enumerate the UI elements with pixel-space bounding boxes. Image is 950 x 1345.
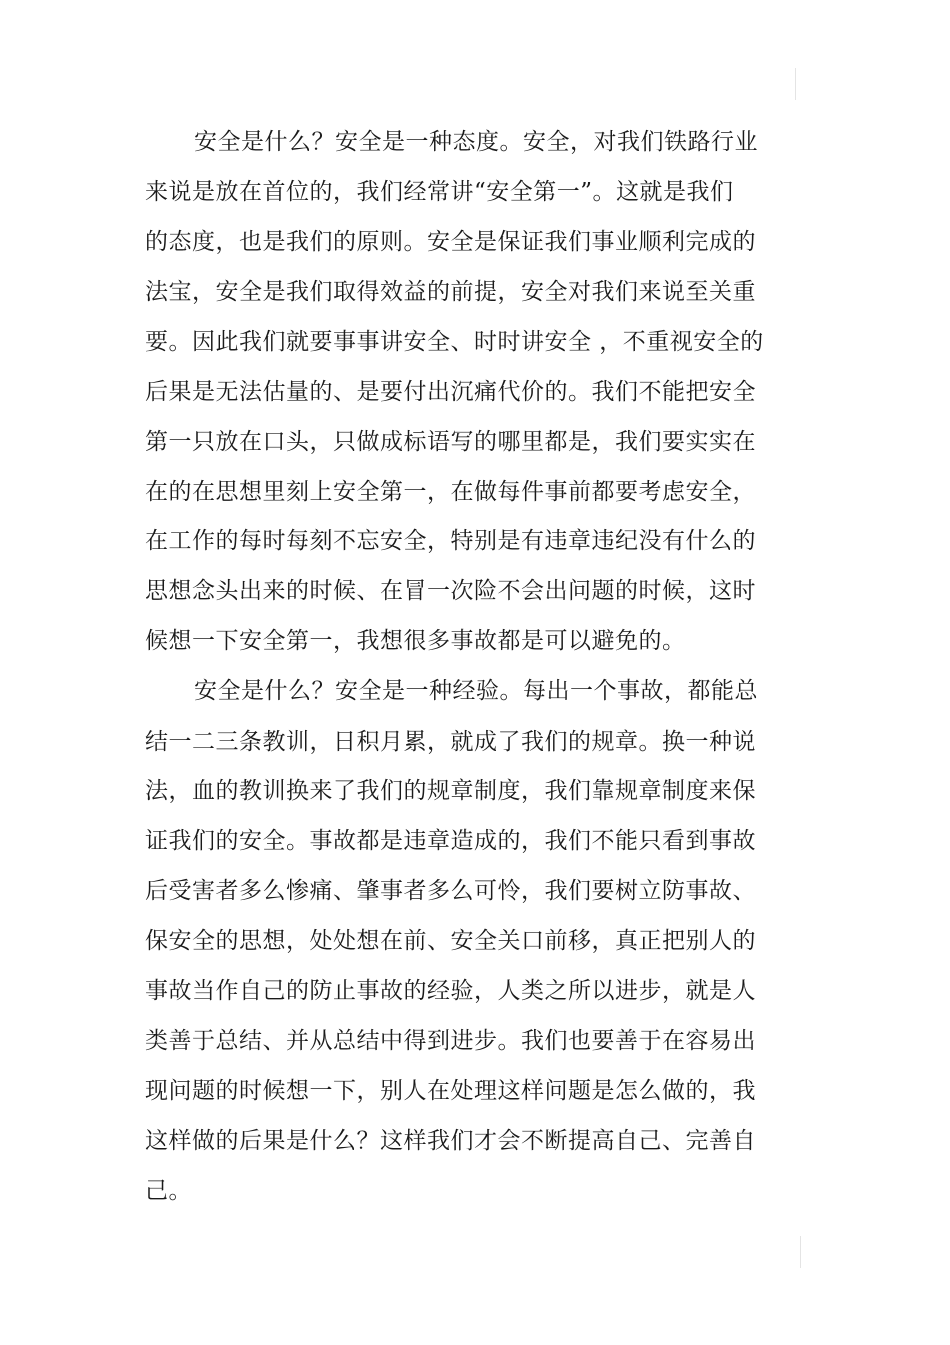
- paragraph-1-line-1: 安全是什么？安全是一种态度。安全，对我们铁路行业: [194, 129, 758, 155]
- paragraph-2-line-2: 结一二三条教训，日积月累，就成了我们的规章。换一种说: [145, 729, 756, 755]
- paragraph-1-line-9: 在工作的每时每刻不忘安全，特别是有违章违纪没有什么的: [145, 528, 756, 554]
- paragraph-1-line-4: 法宝，安全是我们取得效益的前提，安全对我们来说至关重: [145, 279, 756, 305]
- paragraph-2-line-6: 保安全的思想，处处想在前、安全关口前移，真正把别人的: [145, 928, 756, 954]
- paragraph-1-line-7: 第一只放在口头，只做成标语写的哪里都是，我们要实实在: [145, 429, 756, 455]
- paragraph-1-line-11: 候想一下安全第一，我想很多事故都是可以避免的。: [145, 628, 686, 654]
- page-edge-mark-top: [795, 68, 796, 100]
- paragraph-1-line-5: 要。因此我们就要事事讲安全、时时讲安全 ，不重视安全的: [145, 329, 764, 355]
- paragraph-2-line-10: 这样做的后果是什么？这样我们才会不断提高自己、完善自: [145, 1128, 756, 1154]
- paragraph-1-line-6: 后果是无法估量的、是要付出沉痛代价的。我们不能把安全: [145, 379, 756, 405]
- paragraph-2-line-11: 己。: [145, 1178, 192, 1204]
- paragraph-1-line-3: 的态度，也是我们的原则。安全是保证我们事业顺利完成的: [145, 229, 756, 255]
- paragraph-2-line-4: 证我们的安全。事故都是违章造成的，我们不能只看到事故: [145, 828, 756, 854]
- paragraph-2-line-7: 事故当作自己的防止事故的经验，人类之所以进步，就是人: [145, 978, 756, 1004]
- paragraph-2-line-1: 安全是什么？安全是一种经验。每出一个事故，都能总: [194, 678, 758, 704]
- paragraph-2-line-8: 类善于总结、并从总结中得到进步。我们也要善于在容易出: [145, 1028, 756, 1054]
- paragraph-1-line-2: 来说是放在首位的，我们经常讲“安全第一”。这就是我们: [145, 179, 734, 205]
- paragraph-1-line-8: 在的在思想里刻上安全第一，在做每件事前都要考虑安全，: [145, 479, 756, 505]
- paragraph-2-line-3: 法，血的教训换来了我们的规章制度，我们靠规章制度来保: [145, 778, 756, 804]
- paragraph-1-line-10: 思想念头出来的时候、在冒一次险不会出问题的时候，这时: [145, 578, 756, 604]
- page-edge-mark-bottom: [800, 1236, 801, 1268]
- paragraph-2-line-5: 后受害者多么惨痛、肇事者多么可怜，我们要树立防事故、: [145, 878, 756, 904]
- paragraph-2-line-9: 现问题的时候想一下，别人在处理这样问题是怎么做的，我: [145, 1078, 756, 1104]
